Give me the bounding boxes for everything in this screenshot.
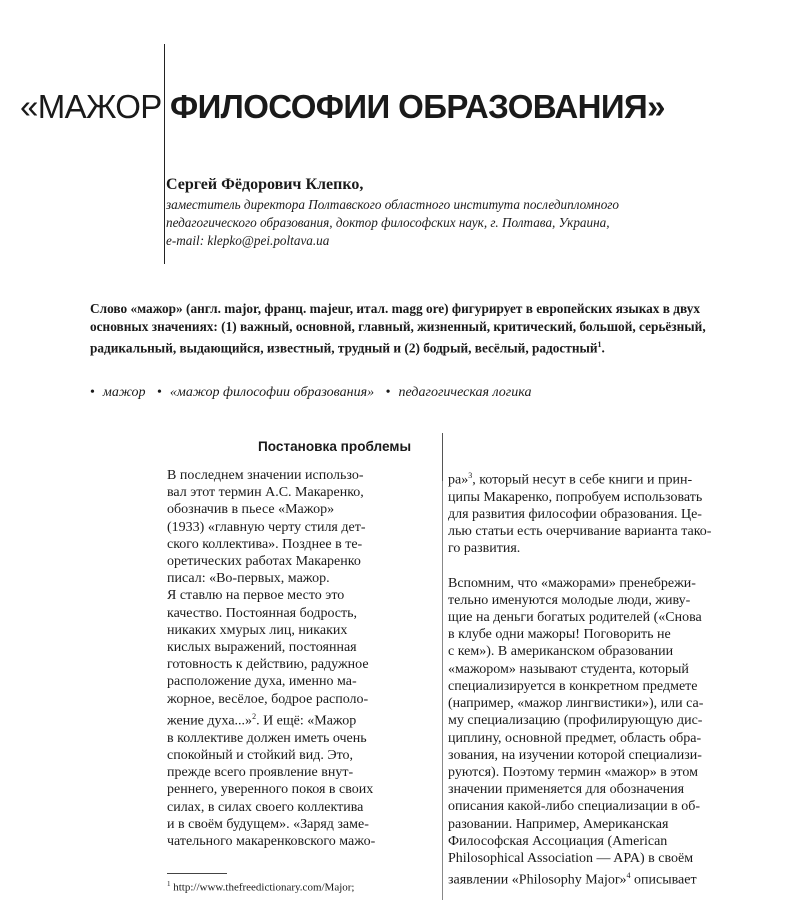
right-column <box>448 467 758 889</box>
left-column-text: В последнем значении использо- вал этот термин А.С. Макаренко, обозначив в пьесе «Мажор» (1933) «главную черту стиля дет- ского коллектива». Позднее в те- оретических работах Макаренко писал: «Во-первых, мажор. Я ставлю на первое место это качество. Постоянная бодрость, никаких хмурых лиц, никаких кислых выражений, постоянная готовность к действию, радужное расположение духа, именно ма- жорное, весёлое, бодрое располо- жение духа...» <box>167 468 369 729</box>
right-p1-start: ра» <box>448 472 469 488</box>
author-affiliation: заместитель директора Полтавского областного института последипломного педагогического образования, доктор философских наук, г. Полтава, Украина, e-mail: klepko@pei.poltava.ua <box>166 197 620 248</box>
title-part-bold: ФИЛОСОФИИ ОБРАЗОВАНИЯ» <box>170 88 665 125</box>
keyword-item: • «мажор философии образования» <box>157 385 374 401</box>
footnote-ref-3: 3 <box>468 471 473 480</box>
footnote-ref-2: 2 <box>252 711 257 721</box>
right-p2-text: Вспомним, что «мажорами» пренебрежи- тельно именуются молодые люди, живу- щие на деньги богатых родителей («Снова в клубе одни мажоры! Поговорить не с кем»). В американском образовании «мажором» называют студента, который специализируется в конкретном предмете (например, «мажор лингвистики»), или са- му специализацию (профилирующую дис- циплину, основной предмет, область обра- зования, на изучении которой специализи- руются). Поэтому термин «мажор» в этом значении применяется для обозначения описания какой-либо специализации в об- разовании. Например, Американская Философская Ассоциация (American Philosophical Association — APA) в своём заявлении «Philosophy Major» <box>448 575 704 888</box>
right-p1-rest: , который несут в себе книги и прин- ципы Макаренко, попробуем использовать для развития философии образования. Це- лью статьи есть очерчивание варианта тако- го развития. <box>448 472 712 557</box>
author-block <box>166 176 786 250</box>
abstract: Слово «мажор» (англ. major, франц. majeur, итал. magg ore) фигурирует в европейских языках в двух основных значениях: (1) важный, основной, главный, жизненный, критический, большой, серьёзный, радикальный, выдающийся, известный, трудный и (2) бодрый, весёлый, радостный$^1$. <box>90 301 706 356</box>
column-divider <box>442 481 443 900</box>
footnote-separator <box>167 873 227 874</box>
footnote <box>167 880 355 894</box>
keyword-item: • педагогическая логика <box>386 385 532 401</box>
keywords-list <box>90 385 790 401</box>
section-heading: Постановка проблемы <box>258 439 412 454</box>
footnote-number: 1 <box>167 880 171 888</box>
abstract-text: Слово «мажор» (англ. major, франц. majeur, итал. magg ore) фигурирует в европейских языках в двух основных значениях: (1) важный, основной, главный, жизненный, критический, большой, серьёзный, радикальный, выдающийся, известный, трудный и (2) бодрый, весёлый, радостный <box>90 301 706 356</box>
title-part-light: «МАЖОР <box>20 88 162 125</box>
left-column <box>167 467 422 850</box>
right-column-paragraph-2 <box>448 575 758 889</box>
right-p2-end: описывает <box>630 872 697 888</box>
header-vertical-rule <box>164 44 165 264</box>
left-column-paragraph <box>167 467 422 850</box>
footnote-ref-4: 4 <box>626 871 631 881</box>
left-column-text-continued: . И ещё: «Мажор в коллективе должен иметь очень спокойный и стойкий вид. Это, прежде всего проявление внут- реннего, уверенного покоя в своих силах, в силах своего коллектива и в своём будущем». «Заряд заме- чательного макаренковского мажо- <box>167 713 376 849</box>
keyword-item: • мажор <box>90 385 146 401</box>
column-divider-top <box>442 433 443 481</box>
footnote-link[interactable]: http://www.thefreedictionary.com/Major; <box>173 881 355 894</box>
abstract-footnote-ref: 1 <box>597 340 602 349</box>
right-column-paragraph-1 <box>448 467 758 558</box>
author-name: Сергей Фёдорович Клепко, <box>166 176 364 193</box>
